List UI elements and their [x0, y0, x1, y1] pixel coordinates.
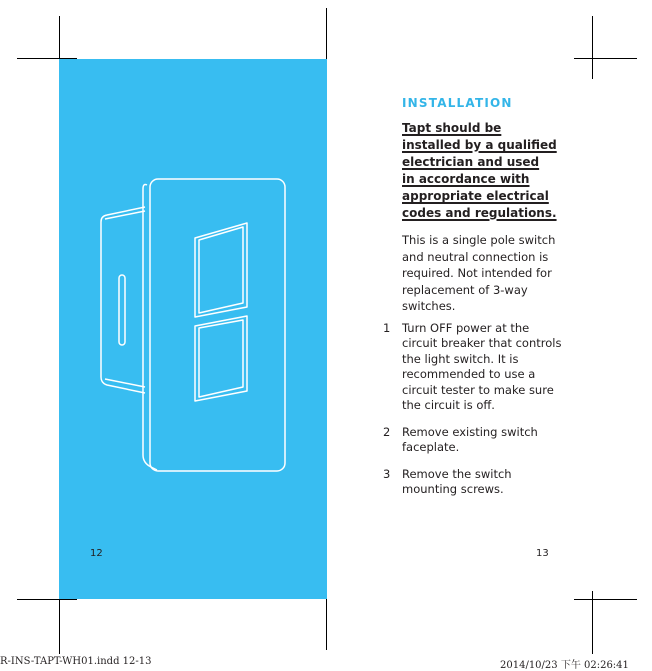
crop-mark — [326, 598, 327, 650]
step-number: 1 — [383, 320, 391, 335]
list-item — [383, 320, 562, 414]
crop-mark — [574, 58, 637, 59]
crop-mark — [17, 599, 77, 600]
crop-mark — [592, 16, 593, 79]
step-number: 3 — [383, 466, 391, 481]
intro-paragraph: This is a single pole switch and neutral connection is required. Not intended for replacement of 3-way switches. — [402, 233, 556, 314]
list-item — [383, 466, 562, 498]
installation-warning — [402, 120, 562, 222]
crop-mark — [592, 591, 593, 654]
installation-section — [383, 96, 562, 509]
list-item — [383, 424, 562, 456]
warning-line: appropriate electrical — [402, 189, 549, 203]
step-text: Remove the switch mounting screws. — [402, 466, 512, 497]
section-heading: INSTALLATION — [402, 96, 513, 110]
print-timestamp: 2014/10/23 下午 02:26:41 — [500, 660, 629, 671]
warning-line: codes and regulations. — [402, 206, 557, 220]
warning-line: installed by a qualified — [402, 138, 557, 152]
warning-line: Tapt should be — [402, 121, 502, 135]
left-page-number: 12 — [90, 548, 103, 559]
step-text: Remove existing switch faceplate. — [402, 424, 538, 455]
crop-mark — [326, 8, 327, 66]
step-number: 2 — [383, 424, 391, 439]
right-page-number: 13 — [536, 548, 549, 559]
crop-mark — [574, 599, 637, 600]
step-text: Turn OFF power at the circuit breaker that controls the light switch. It is recommended to use a circuit tester to make sure the circuit is off. — [402, 320, 562, 413]
warning-line: in accordance with — [402, 172, 530, 186]
file-slug: R-INS-TAPT-WH01.indd 12-13 — [0, 656, 152, 667]
light-switch-illustration — [95, 145, 295, 475]
crop-mark — [59, 591, 60, 654]
warning-line: electrician and used — [402, 155, 540, 169]
steps-list — [383, 320, 562, 498]
